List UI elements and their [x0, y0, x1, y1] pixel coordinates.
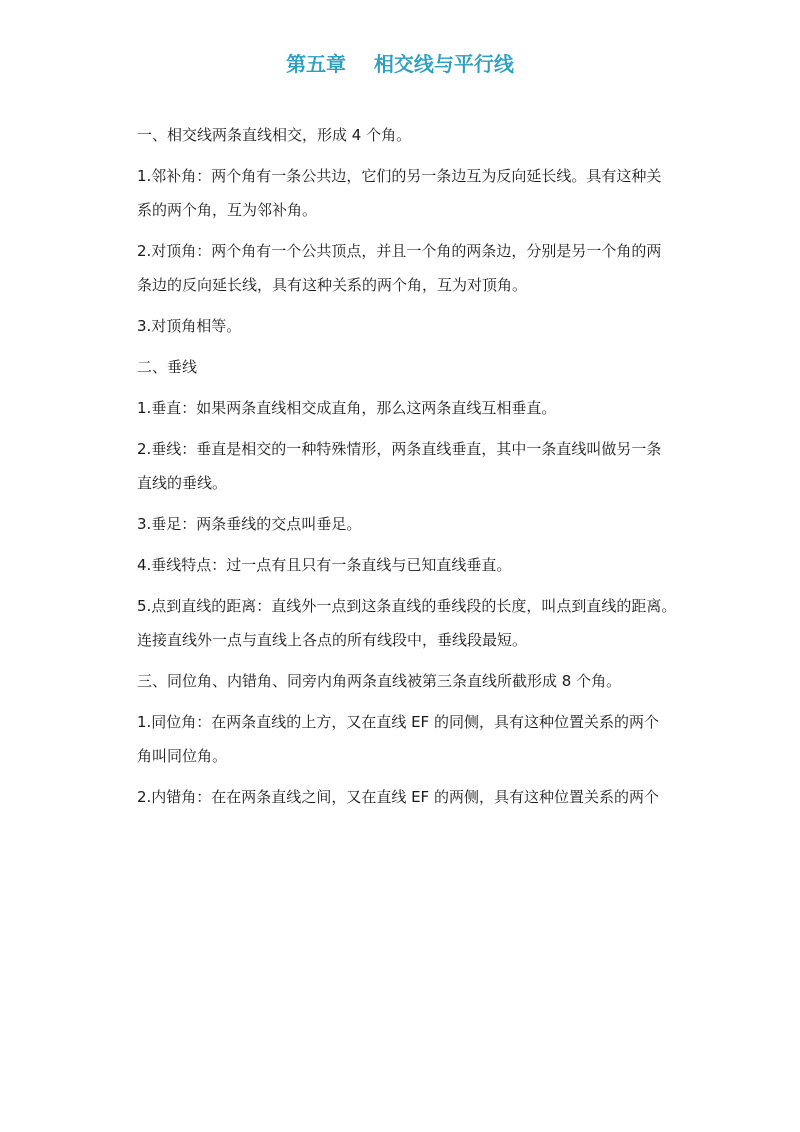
paragraph-line: 系的两个角，互为邻补角。 [137, 201, 318, 219]
section-heading-2: 二、垂线 [137, 358, 198, 376]
paragraph-line: 5.点到直线的距离：直线外一点到这条直线的垂线段的长度，叫点到直线的距离。 [137, 597, 677, 615]
paragraph-line: 3.垂足：两条垂线的交点叫垂足。 [137, 515, 362, 533]
paragraph-line: 4.垂线特点：过一点有且只有一条直线与已知直线垂直。 [137, 556, 512, 574]
paragraph-line: 角叫同位角。 [137, 747, 228, 765]
paragraph-line: 1.邻补角：两个角有一条公共边，它们的另一条边互为反向延长线。具有这种关 [137, 167, 662, 185]
paragraph-line: 连接直线外一点与直线上各点的所有线段中，垂线段最短。 [137, 631, 528, 649]
paragraph-line: 2.内错角：在在两条直线之间，又在直线 EF 的两侧，具有这种位置关系的两个 [137, 788, 659, 806]
paragraph-line: 2.对顶角：两个角有一个公共顶点，并且一个角的两条边，分别是另一个角的两 [137, 242, 662, 260]
paragraph-line: 2.垂线：垂直是相交的一种特殊情形，两条直线垂直，其中一条直线叫做另一条 [137, 440, 662, 458]
section-heading-1: 一、相交线两条直线相交，形成 4 个角。 [137, 126, 412, 144]
section-heading-3: 三、同位角、内错角、同旁内角两条直线被第三条直线所截形成 8 个角。 [137, 672, 622, 690]
paragraph-line: 直线的垂线。 [137, 474, 228, 492]
paragraph-line: 条边的反向延长线，具有这种关系的两个角，互为对顶角。 [137, 276, 528, 294]
document-body [137, 118, 697, 814]
paragraph-line: 1.同位角：在两条直线的上方，又在直线 EF 的同侧，具有这种位置关系的两个 [137, 713, 659, 731]
chapter-title: 第五章 相交线与平行线 [286, 52, 514, 76]
paragraph-line: 3.对顶角相等。 [137, 317, 242, 335]
paragraph-line: 1.垂直：如果两条直线相交成直角，那么这两条直线互相垂直。 [137, 399, 557, 417]
